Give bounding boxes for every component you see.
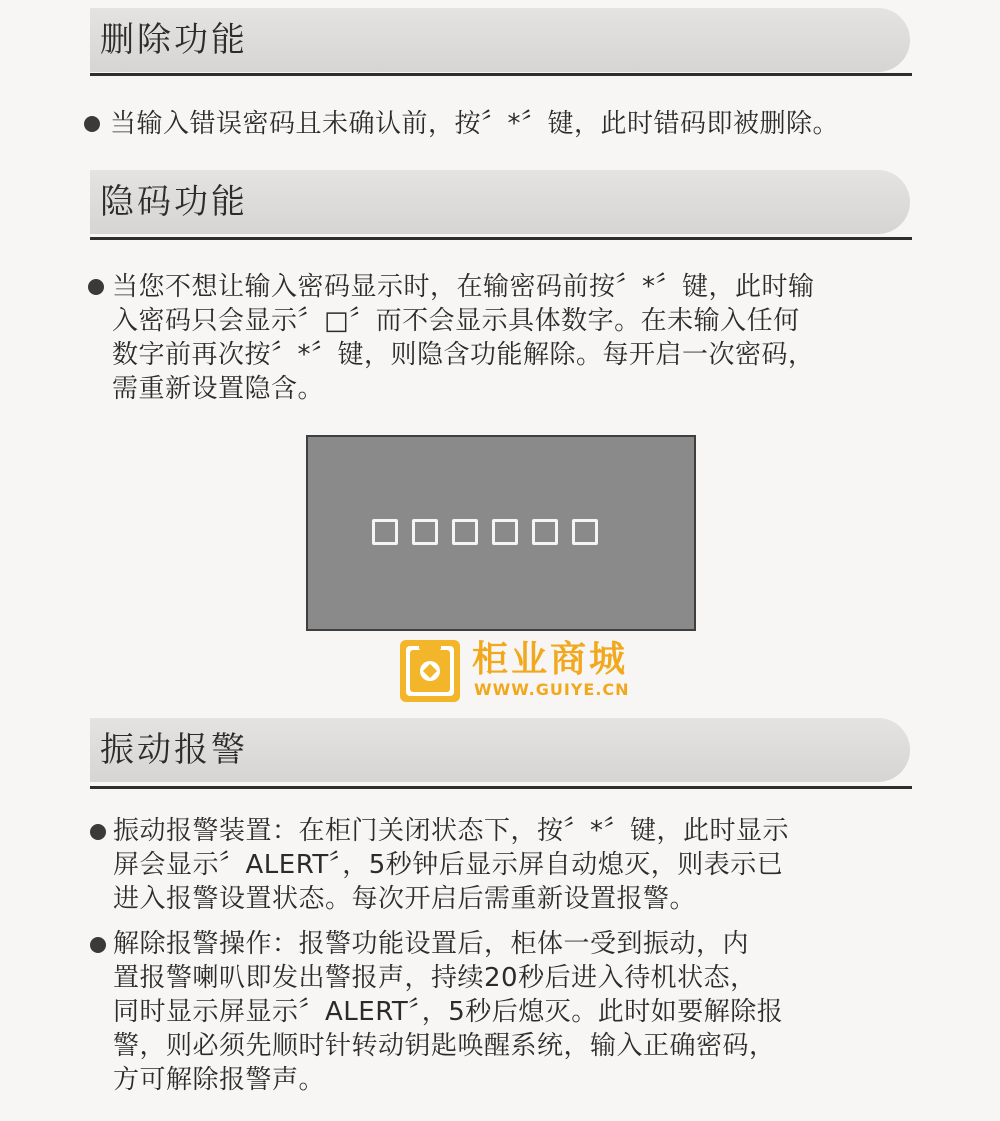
section-divider xyxy=(90,786,912,789)
section-title-delete: 删除功能 xyxy=(100,20,248,60)
text-line: 数字前再次按〞*〞键，则隐含功能解除。每开启一次密码， xyxy=(112,340,815,370)
bullet-icon xyxy=(90,824,106,840)
hidden-digit-cell xyxy=(572,519,598,545)
section-title-hide-code: 隐码功能 xyxy=(100,182,248,222)
hidden-digit-cell xyxy=(412,519,438,545)
text-line: 同时显示屏显示〞ALERT〞，5秒后熄灭。此时如要解除报 xyxy=(113,997,784,1027)
section-divider xyxy=(90,73,912,76)
paragraph-delete xyxy=(110,107,839,141)
paragraph-hide-code xyxy=(112,270,815,406)
bullet-icon xyxy=(90,937,106,953)
hidden-digit-cells xyxy=(372,519,598,545)
text-line: 入密码只会显示〞□〞而不会显示具体数字。在未输入任何 xyxy=(112,306,800,336)
hidden-digit-cell xyxy=(372,519,398,545)
watermark-name: 柜业商城 xyxy=(472,639,629,680)
text-line: 解除报警操作：报警功能设置后，柜体一受到振动，内 xyxy=(113,929,750,959)
section-title-vibration-alarm: 振动报警 xyxy=(100,730,248,770)
bullet-icon xyxy=(88,279,104,295)
paragraph-alarm-setup xyxy=(113,814,789,916)
text-line: 方可解除报警声。 xyxy=(113,1065,326,1095)
paragraph-alarm-release xyxy=(113,927,783,1097)
display-screen-illustration xyxy=(306,435,696,631)
watermark-logo xyxy=(400,640,640,704)
hidden-digit-cell xyxy=(492,519,518,545)
hidden-digit-cell xyxy=(532,519,558,545)
text-line: 需重新设置隐含。 xyxy=(112,374,325,404)
text-line: 屏会显示〞ALERT〞，5秒钟后显示屏自动熄灭，则表示已 xyxy=(113,850,784,880)
text-line: 振动报警装置：在柜门关闭状态下，按〞*〞键，此时显示 xyxy=(113,816,790,846)
text-line: 进入报警设置状态。每次开启后需重新设置报警。 xyxy=(113,884,697,914)
section-divider xyxy=(90,237,912,240)
text-line: 当您不想让输入密码显示时，在输密码前按〞*〞键，此时输 xyxy=(112,272,815,302)
text-line: 当输入错误密码且未确认前，按〞*〞键，此时错码即被删除。 xyxy=(110,109,840,139)
shop-logo-icon xyxy=(400,640,460,702)
text-line: 置报警喇叭即发出警报声，持续20秒后进入待机状态， xyxy=(113,963,757,993)
watermark-url: WWW.GUIYE.CN xyxy=(474,680,630,699)
bullet-icon xyxy=(84,116,100,132)
hidden-digit-cell xyxy=(452,519,478,545)
text-line: 警，则必须先顺时针转动钥匙唤醒系统，输入正确密码， xyxy=(113,1031,776,1061)
